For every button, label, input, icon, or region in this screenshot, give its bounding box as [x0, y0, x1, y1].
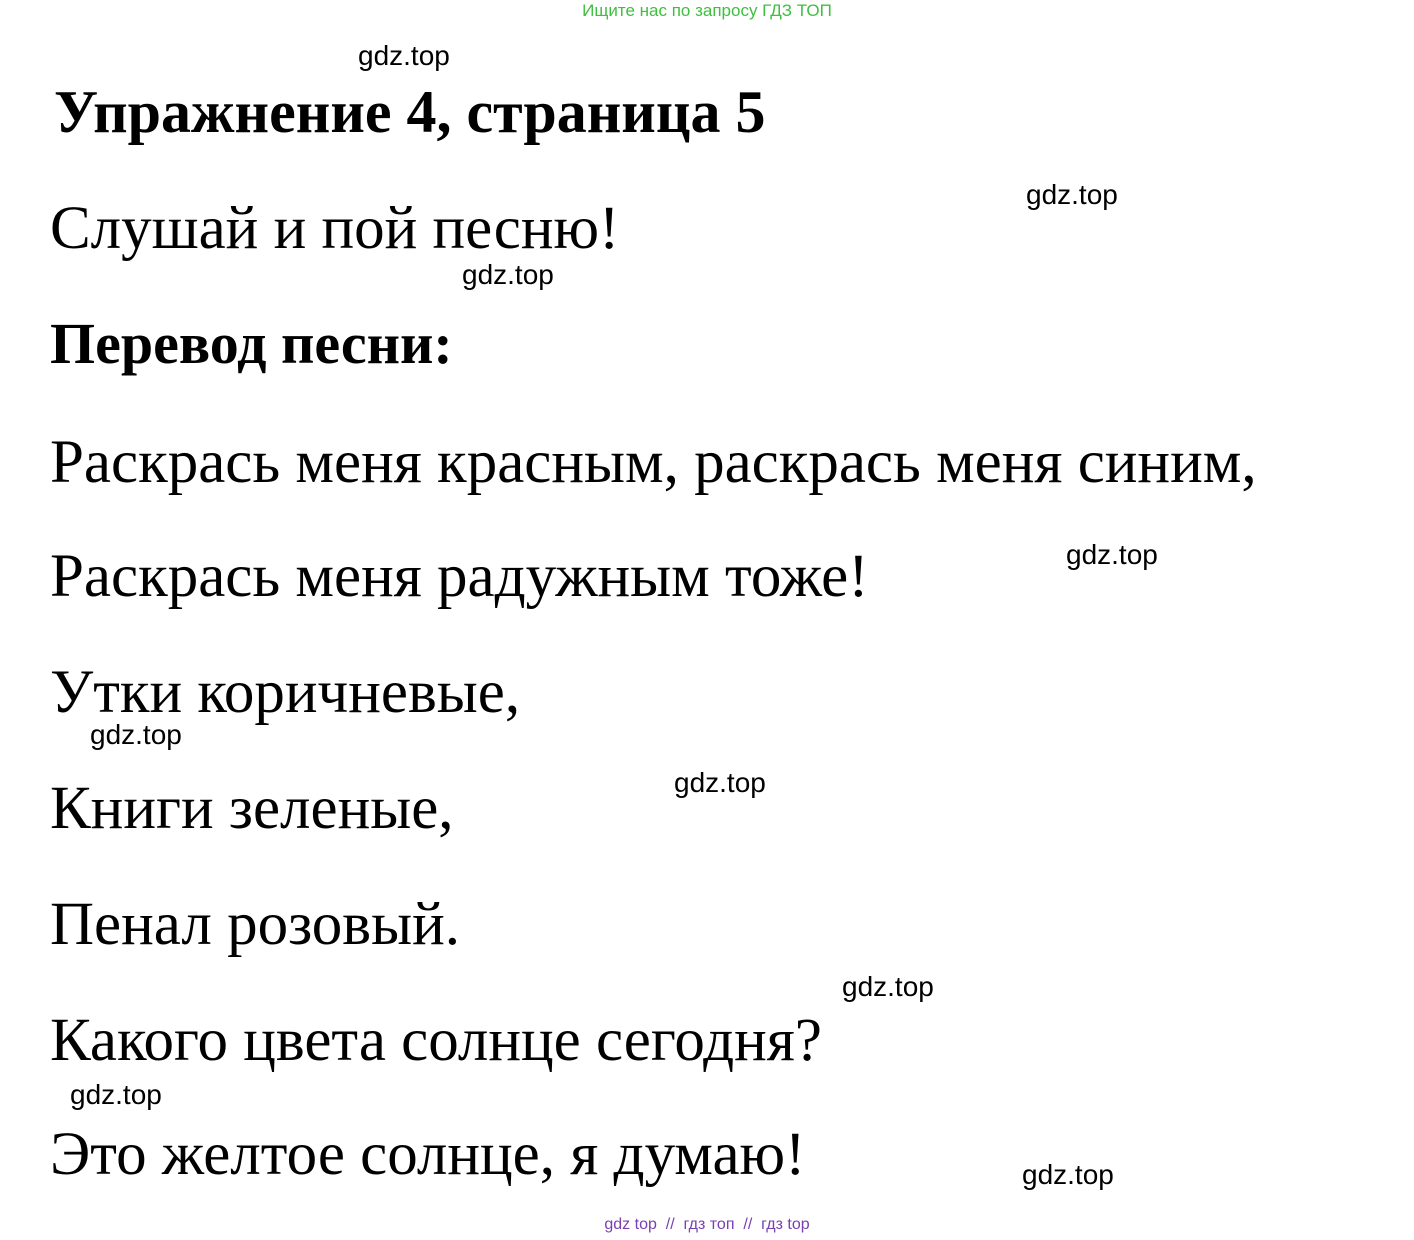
song-line: Книги зеленые,: [50, 775, 454, 842]
watermark: gdz.top: [90, 719, 182, 750]
page-title: Упражнение 4, страница 5: [54, 79, 766, 145]
song-line: Раскрась меня красным, раскрась меня синим,: [50, 429, 1257, 496]
song-line: Пенал розовый.: [50, 891, 460, 958]
watermark: gdz.top: [1026, 179, 1118, 210]
footer-links: gdz top // гдз топ // гдз top: [604, 1216, 810, 1233]
song-line: Раскрась меня радужным тоже!: [50, 543, 869, 610]
watermark: gdz.top: [842, 971, 934, 1002]
instruction-text: Слушай и пой песню!: [50, 195, 620, 262]
song-line: Какого цвета солнце сегодня?: [50, 1007, 822, 1074]
watermark: gdz.top: [70, 1079, 162, 1110]
watermark: gdz.top: [462, 259, 554, 290]
watermark: gdz.top: [1066, 539, 1158, 570]
section-subtitle: Перевод песни:: [50, 311, 453, 376]
song-line: Это желтое солнце, я думаю!: [50, 1121, 806, 1188]
watermark: gdz.top: [1022, 1159, 1114, 1190]
watermark: gdz.top: [358, 40, 450, 71]
song-line: Утки коричневые,: [50, 659, 521, 726]
watermark: gdz.top: [674, 767, 766, 798]
top-banner: Ищите нас по запросу ГДЗ ТОП: [582, 1, 832, 20]
